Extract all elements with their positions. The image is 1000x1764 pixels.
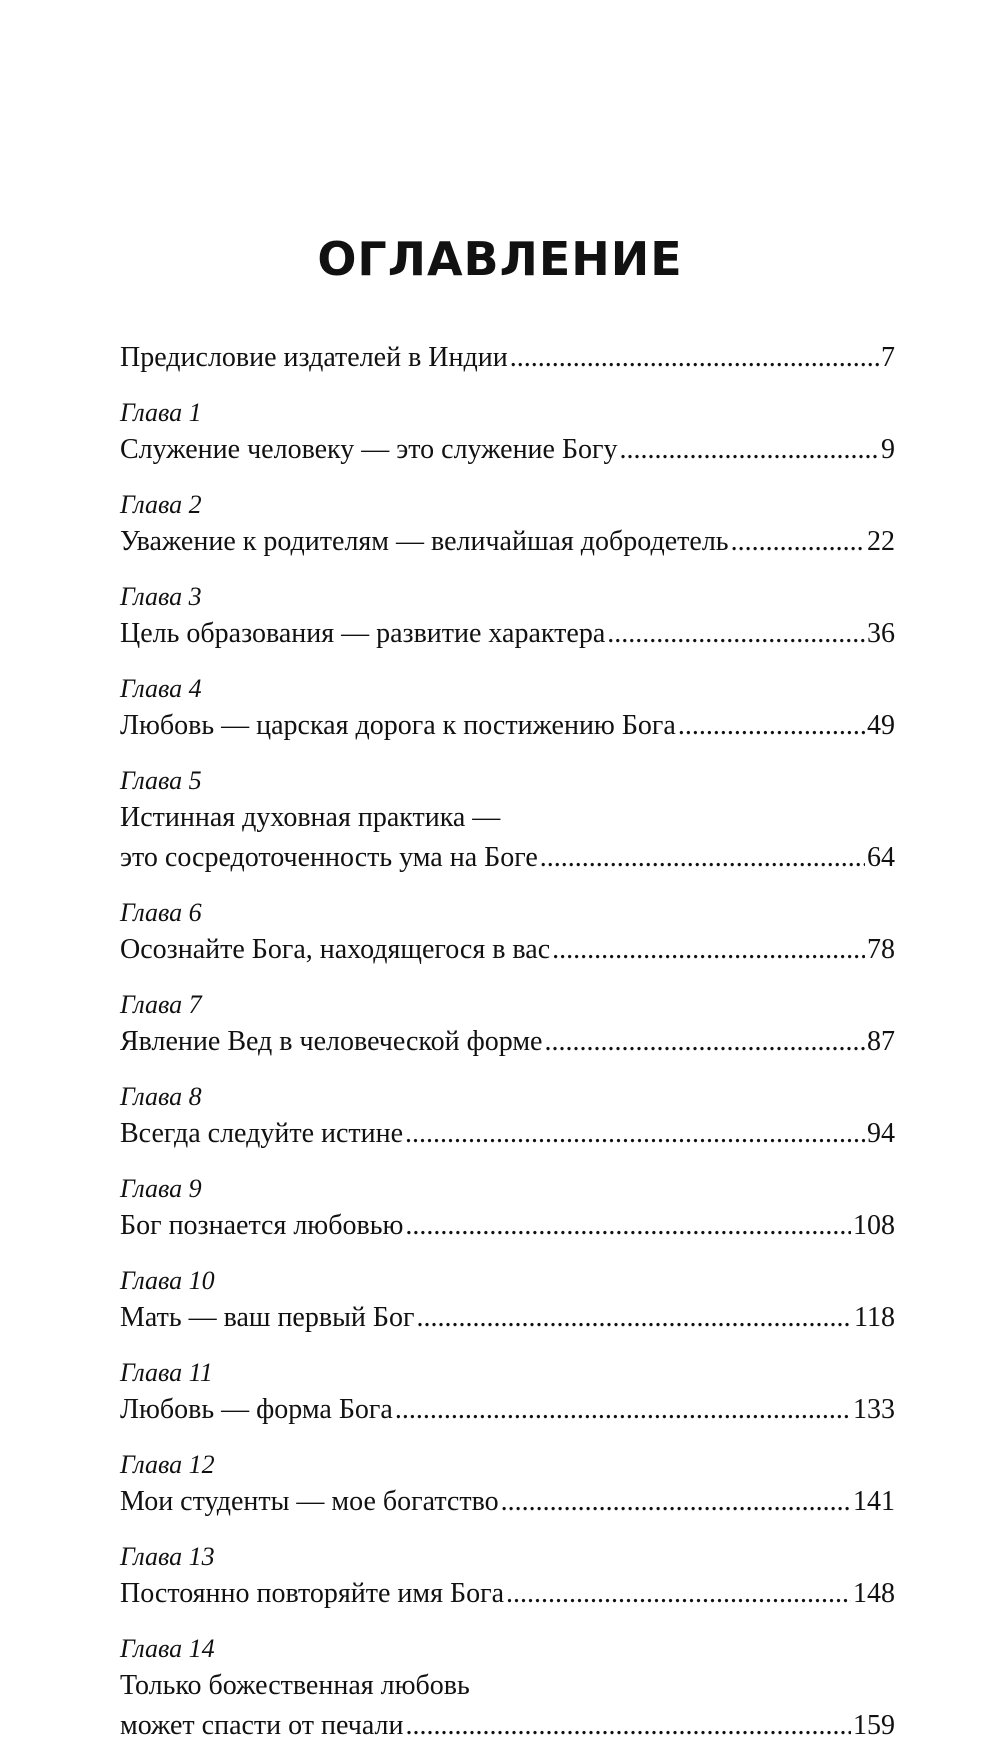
entry-title: Любовь — форма Бога [120,1394,393,1425]
dot-leader [544,1022,865,1062]
page-number: 133 [853,1394,895,1425]
toc-entry-chapter [120,396,895,470]
dot-leader [731,522,865,562]
entry-title: Бог познается любовью [120,1210,404,1241]
toc-entry-line [120,522,895,562]
entry-title: Постоянно повторяйте имя Бога [120,1578,505,1609]
page-number: 108 [853,1210,895,1241]
toc-entry-chapter [120,1080,895,1154]
toc-entry-chapter [120,1264,895,1338]
page-number: 94 [867,1118,895,1149]
toc-entry-line [120,838,895,878]
page-number: 118 [854,1302,895,1333]
chapter-label: Глава 2 [120,490,202,519]
toc-entry-line [120,614,895,654]
page-number: 36 [867,618,895,649]
toc-entry-line [120,1114,895,1154]
page-number: 22 [867,526,895,557]
dot-leader [405,1706,851,1746]
page-title: ОГЛАВЛЕНИЕ [317,232,683,286]
entry-title: Всегда следуйте истине [120,1118,404,1149]
chapter-label: Глава 13 [120,1542,215,1571]
chapter-label: Глава 3 [120,582,202,611]
page-number: 148 [853,1578,895,1609]
toc-entry-line [120,1574,895,1614]
entry-title: Мои студенты — мое богатство [120,1486,499,1517]
toc-entry-chapter [120,764,895,878]
page-number: 7 [881,342,895,373]
chapter-label: Глава 6 [120,898,202,927]
dot-leader [510,338,879,378]
toc-entry-line [120,338,895,378]
entry-title-line: Истинная духовная практика — [120,802,501,833]
toc-entry-chapter [120,1172,895,1246]
toc-entry-chapter [120,672,895,746]
toc-entry-preface [120,338,895,378]
dot-leader [552,930,865,970]
page-number: 49 [867,710,895,741]
dot-leader [540,838,865,878]
chapter-label: Глава 4 [120,674,202,703]
toc-entry-line [120,1022,895,1062]
toc-entry-line [120,1482,895,1522]
toc-entry-line [120,1298,895,1338]
dot-leader [620,430,879,470]
page-number: 78 [867,934,895,965]
entry-title: Предисловие издателей в Индии [120,342,508,373]
toc-entry-chapter [120,896,895,970]
page-number: 159 [853,1710,895,1741]
toc-entry-chapter [120,1356,895,1430]
entry-title: Служение человеку — это служение Богу [120,434,618,465]
page-number: 87 [867,1026,895,1057]
entry-title: может спасти от печали [120,1710,404,1741]
toc-entry-line [120,430,895,470]
page-number: 141 [853,1486,895,1517]
dot-leader [501,1482,851,1522]
dot-leader [405,1206,851,1246]
dot-leader [416,1298,852,1338]
toc-entry-chapter [120,988,895,1062]
page-number: 64 [867,842,895,873]
toc-entry-chapter [120,1540,895,1614]
toc-entry-line [120,1390,895,1430]
toc-entry-chapter [120,1448,895,1522]
dot-leader [506,1574,851,1614]
chapter-label: Глава 5 [120,766,202,795]
table-of-contents [120,338,895,1764]
entry-title: Любовь — царская дорога к постижению Бога [120,710,676,741]
toc-entry-line [120,706,895,746]
chapter-label: Глава 10 [120,1266,215,1295]
entry-title: Цель образования — развитие характера [120,618,606,649]
entry-title: Осознайте Бога, находящегося в вас [120,934,551,965]
entry-title-line: Только божественная любовь [120,1670,470,1701]
chapter-label: Глава 11 [120,1358,213,1387]
chapter-label: Глава 1 [120,398,202,427]
chapter-label: Глава 8 [120,1082,202,1111]
entry-title: Явление Вед в человеческой форме [120,1026,543,1057]
dot-leader [405,1114,865,1154]
entry-title: Мать — ваш первый Бог [120,1302,415,1333]
toc-entry-line [120,1206,895,1246]
dot-leader [678,706,865,746]
chapter-label: Глава 14 [120,1634,215,1663]
chapter-label: Глава 12 [120,1450,215,1479]
chapter-label: Глава 7 [120,990,202,1019]
entry-title: Уважение к родителям — величайшая добродетель [120,526,729,557]
dot-leader [395,1390,851,1430]
toc-entry-chapter [120,488,895,562]
entry-title: это сосредоточенность ума на Боге [120,842,538,873]
page-number: 9 [881,434,895,465]
toc-entry-line [120,930,895,970]
toc-entry-line [120,1706,895,1746]
toc-entry-chapter [120,1632,895,1746]
dot-leader [607,614,865,654]
toc-entry-chapter [120,580,895,654]
chapter-label: Глава 9 [120,1174,202,1203]
